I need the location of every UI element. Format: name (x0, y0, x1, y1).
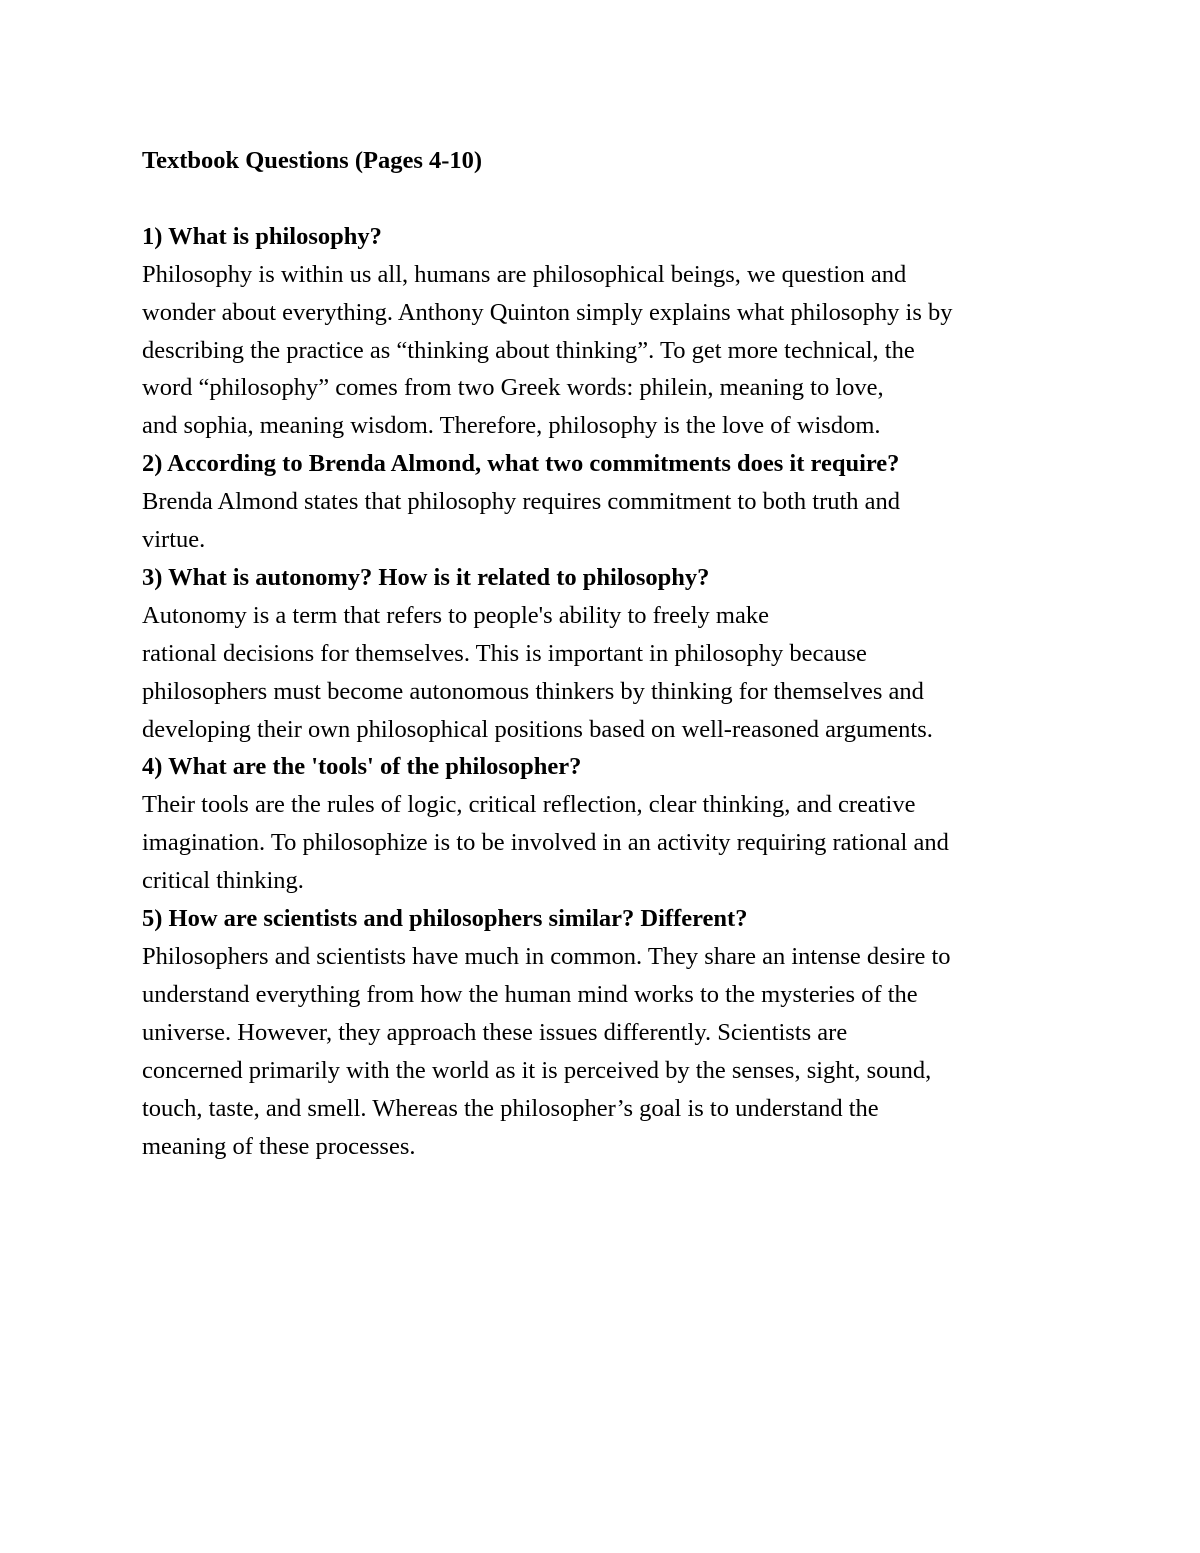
answer-line: philosophers must become autonomous thinkers by thinking for themselves and (142, 677, 924, 705)
question-heading: 5) How are scientists and philosophers similar? Different? (142, 905, 748, 933)
answer-line: meaning of these processes. (142, 1132, 416, 1160)
answer-line: word “philosophy” comes from two Greek words: philein, meaning to love, (142, 374, 884, 402)
answer-line: understand everything from how the human mind works to the mysteries of the (142, 980, 918, 1008)
answer-line: critical thinking. (142, 867, 304, 895)
question-section-3 (142, 559, 1072, 749)
answer-line: virtue. (142, 526, 206, 554)
answer-line: touch, taste, and smell. Whereas the philosopher’s goal is to understand the (142, 1094, 879, 1122)
answer-line: rational decisions for themselves. This is important in philosophy because (142, 639, 867, 667)
answer-line: describing the practice as “thinking about thinking”. To get more technical, the (142, 336, 915, 364)
answer-line: developing their own philosophical positions based on well-reasoned arguments. (142, 715, 933, 743)
answer-line: universe. However, they approach these issues differently. Scientists are (142, 1018, 848, 1046)
document-page (142, 142, 1072, 1165)
answer-line: concerned primarily with the world as it is perceived by the senses, sight, sound, (142, 1056, 932, 1084)
question-heading: 4) What are the 'tools' of the philosopher? (142, 753, 582, 781)
document-title: Textbook Questions (Pages 4-10) (142, 147, 483, 174)
answer-line: Autonomy is a term that refers to people's ability to freely make (142, 601, 769, 629)
question-section-4 (142, 748, 1072, 900)
question-section-1 (142, 218, 1072, 445)
question-heading: 1) What is philosophy? (142, 222, 382, 250)
answer-line: and sophia, meaning wisdom. Therefore, philosophy is the love of wisdom. (142, 412, 881, 440)
answer-line: imagination. To philosophize is to be involved in an activity requiring rational and (142, 829, 949, 857)
question-section-5 (142, 900, 1072, 1165)
answer-line: Philosophy is within us all, humans are philosophical beings, we question and (142, 260, 907, 288)
answer-line: Brenda Almond states that philosophy requires commitment to both truth and (142, 488, 901, 516)
question-section-2 (142, 445, 1072, 559)
question-heading: 2) According to Brenda Almond, what two commitments does it require? (142, 450, 900, 478)
question-heading: 3) What is autonomy? How is it related to philosophy? (142, 563, 710, 591)
answer-line: Philosophers and scientists have much in common. They share an intense desire to (142, 943, 951, 970)
answer-line: Their tools are the rules of logic, critical reflection, clear thinking, and creative (142, 791, 916, 819)
answer-line: wonder about everything. Anthony Quinton simply explains what philosophy is by (142, 298, 953, 326)
spacer (142, 180, 1072, 218)
